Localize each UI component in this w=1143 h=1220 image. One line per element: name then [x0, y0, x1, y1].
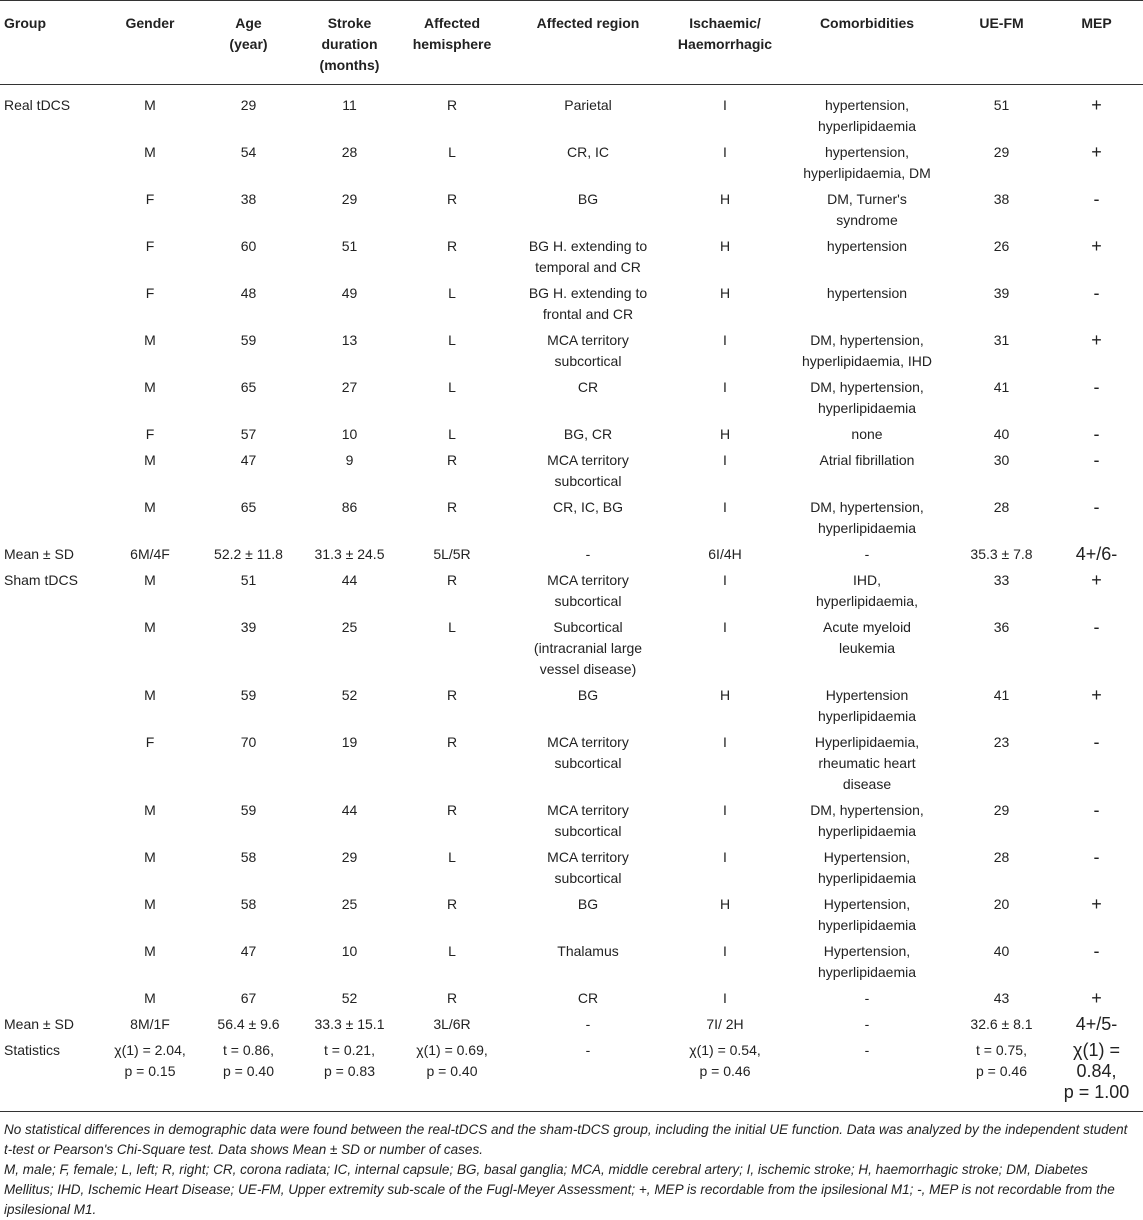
cell-age: 58 [240, 896, 257, 912]
cell-age: 59 [240, 332, 257, 348]
cell-age: 47 [240, 943, 257, 959]
cell-stroke-duration: 29 [341, 849, 358, 865]
cell-group: Statistics [0, 1037, 105, 1112]
cell-gender: M [144, 144, 156, 160]
cell-comorbidities: Hypertension hyperlipidaemia [817, 687, 917, 724]
cell-affected-region: - [585, 546, 591, 562]
cell-affected-region: BG [577, 687, 599, 703]
table-row [0, 729, 1143, 797]
cell-mep: + [1091, 95, 1102, 115]
cell-stroke-duration: 27 [341, 379, 358, 395]
cell-mep: - [1093, 450, 1100, 470]
cell-ischaemic-haemorrhagic: I [723, 499, 727, 515]
col-header-group: Group [0, 1, 105, 85]
cell-stroke-duration: 52 [341, 990, 358, 1006]
footnote-abbreviations: M, male; F, female; L, left; R, right; CR, corona radiata; IC, internal capsule; BG, basal ganglia; MCA, middle cerebral artery; I, ischemic stroke; H, haemorrhagic stroke; DM, Diabetes Mellitus; IHD, Ischemic Heart Disease; UE-FM, Upper extremity sub-scale of the Fugl-Meyer Assessment; +, MEP is recordable from the ipsilesional M1; -, MEP is not recordable from the ipsilesional M1. [4, 1162, 1115, 1217]
cell-ue-fm: 23 [993, 734, 1010, 750]
cell-age: t = 0.86, p = 0.40 [195, 1037, 302, 1112]
cell-affected-region: MCA territory subcortical [547, 572, 629, 609]
cell-gender: F [145, 285, 155, 301]
cell-group [0, 729, 105, 797]
cell-gender: F [145, 238, 155, 254]
cell-affected-hemisphere: L [448, 285, 456, 301]
cell-stroke-duration: 13 [341, 332, 358, 348]
footnote-statistics: No statistical differences in demographic data were found between the real-tDCS and the sham-tDCS group, including the initial UE function. Data was analyzed by the independent student t-test or Pearson's Chi-Square test. Data shows Mean ± SD or number of cases. [4, 1122, 1128, 1157]
cell-affected-hemisphere: R [446, 687, 458, 703]
table-row [0, 985, 1143, 1011]
col-header-comorbidities: Comorbidities [781, 1, 953, 85]
cell-mep: + [1091, 685, 1102, 705]
cell-stroke-duration: 19 [341, 734, 358, 750]
cell-ischaemic-haemorrhagic: I [723, 144, 727, 160]
cell-ue-fm: t = 0.75, p = 0.46 [953, 1037, 1050, 1112]
col-header-mep: MEP [1050, 1, 1143, 85]
cell-comorbidities: Hypertension, hyperlipidaemia [817, 943, 917, 980]
table-row [0, 139, 1143, 186]
cell-ischaemic-haemorrhagic: 7I/ 2H [706, 1016, 744, 1032]
col-header-stroke-duration: Stroke duration (months) [302, 1, 397, 85]
cell-stroke-duration: 51 [341, 238, 358, 254]
cell-stroke-duration: 86 [341, 499, 358, 515]
cell-ue-fm: 39 [993, 285, 1010, 301]
cell-group [0, 327, 105, 374]
cell-group [0, 938, 105, 985]
cell-mep: 4+/5- [1075, 1014, 1118, 1034]
cell-mep: + [1091, 570, 1102, 590]
cell-comorbidities: - [781, 1037, 953, 1112]
cell-comorbidities: DM, hypertension, hyperlipidaemia [810, 802, 924, 839]
cell-ischaemic-haemorrhagic: I [723, 734, 727, 750]
cell-mep: χ(1) = 0.84, p = 1.00 [1050, 1037, 1143, 1112]
cell-affected-hemisphere: R [446, 238, 458, 254]
cell-affected-region: CR [577, 990, 599, 1006]
table-row [0, 447, 1143, 494]
col-header-ischaemic-haemorrhagic: Ischaemic/ Haemorrhagic [669, 1, 781, 85]
cell-comorbidities: Hypertension, hyperlipidaemia [817, 849, 917, 886]
cell-stroke-duration: 44 [341, 802, 358, 818]
cell-ischaemic-haemorrhagic: H [719, 285, 731, 301]
cell-comorbidities: IHD, hyperlipidaemia, [816, 572, 918, 609]
cell-group [0, 891, 105, 938]
cell-comorbidities: DM, hypertension, hyperlipidaemia [810, 379, 924, 416]
cell-gender: M [144, 379, 156, 395]
cell-stroke-duration: 10 [341, 943, 358, 959]
cell-affected-hemisphere: R [446, 896, 458, 912]
cell-age: 70 [240, 734, 257, 750]
cell-age: 60 [240, 238, 257, 254]
cell-ue-fm: 26 [993, 238, 1010, 254]
cell-affected-region: MCA territory subcortical [547, 802, 629, 839]
col-header-age: Age (year) [195, 1, 302, 85]
cell-age: 65 [240, 499, 257, 515]
cell-gender: M [144, 332, 156, 348]
cell-gender: M [144, 990, 156, 1006]
cell-ischaemic-haemorrhagic: I [723, 990, 727, 1006]
cell-ischaemic-haemorrhagic: H [719, 191, 731, 207]
cell-ischaemic-haemorrhagic: I [723, 379, 727, 395]
cell-affected-region: BG H. extending to temporal and CR [528, 238, 648, 275]
cell-stroke-duration: 52 [341, 687, 358, 703]
cell-age: 47 [240, 452, 257, 468]
cell-comorbidities: Atrial fibrillation [819, 452, 915, 468]
table-row [0, 567, 1143, 614]
cell-affected-region: MCA territory subcortical [547, 452, 629, 489]
cell-gender: M [144, 572, 156, 588]
cell-gender: M [144, 499, 156, 515]
cell-ischaemic-haemorrhagic: I [723, 452, 727, 468]
cell-affected-hemisphere: R [446, 191, 458, 207]
cell-affected-region: CR, IC [567, 144, 609, 160]
cell-affected-hemisphere: L [448, 426, 456, 442]
cell-affected-hemisphere: R [446, 499, 458, 515]
cell-age: 38 [240, 191, 257, 207]
cell-comorbidities: DM, Turner's syndrome [827, 191, 907, 228]
table-row [0, 1011, 1143, 1037]
cell-mep: - [1093, 847, 1100, 867]
cell-ischaemic-haemorrhagic: I [723, 849, 727, 865]
cell-group [0, 614, 105, 682]
cell-age: 51 [240, 572, 257, 588]
cell-ue-fm: 43 [993, 990, 1010, 1006]
cell-group: Mean ± SD [4, 546, 74, 562]
cell-ue-fm: 40 [993, 943, 1010, 959]
cell-gender: M [144, 452, 156, 468]
cell-age: 67 [240, 990, 257, 1006]
table-row [0, 844, 1143, 891]
cell-affected-region: BG H. extending to frontal and CR [528, 285, 648, 322]
cell-ue-fm: 33 [993, 572, 1010, 588]
cell-comorbidities: - [864, 990, 870, 1006]
cell-gender: M [144, 97, 156, 113]
cell-group [0, 447, 105, 494]
cell-group [0, 280, 105, 327]
cell-mep: - [1093, 377, 1100, 397]
cell-affected-region: Subcortical (intracranial large vessel disease) [533, 619, 643, 677]
cell-stroke-duration: 33.3 ± 15.1 [314, 1016, 385, 1032]
cell-stroke-duration: 11 [342, 97, 357, 113]
cell-gender: F [145, 734, 155, 750]
cell-stroke-duration: t = 0.21, p = 0.83 [302, 1037, 397, 1112]
cell-age: 39 [240, 619, 257, 635]
cell-group: Mean ± SD [4, 1016, 74, 1032]
cell-comorbidities: Acute myeloid leukemia [823, 619, 911, 656]
cell-comorbidities: DM, hypertension, hyperlipidaemia, IHD [802, 332, 932, 369]
cell-age: 65 [240, 379, 257, 395]
cell-comorbidities: hypertension, hyperlipidaemia, DM [803, 144, 931, 181]
table-row [0, 614, 1143, 682]
cell-stroke-duration: 31.3 ± 24.5 [314, 546, 385, 562]
cell-ue-fm: 36 [993, 619, 1010, 635]
cell-ischaemic-haemorrhagic: H [719, 687, 731, 703]
table-row [0, 494, 1143, 541]
cell-ue-fm: 30 [993, 452, 1010, 468]
cell-stroke-duration: 10 [341, 426, 358, 442]
cell-comorbidities: Hypertension, hyperlipidaemia [817, 896, 917, 933]
cell-age: 58 [240, 849, 257, 865]
cell-affected-hemisphere: 5L/5R [433, 546, 471, 562]
cell-comorbidities: hypertension, hyperlipidaemia [817, 97, 917, 134]
table-row [0, 85, 1143, 140]
cell-group [0, 374, 105, 421]
table-row [0, 682, 1143, 729]
cell-gender: F [145, 191, 155, 207]
cell-affected-region: Thalamus [557, 943, 619, 959]
cell-affected-region: - [507, 1037, 669, 1112]
cell-ue-fm: 35.3 ± 7.8 [970, 546, 1033, 562]
cell-ue-fm: 41 [993, 379, 1010, 395]
cell-mep: - [1093, 189, 1100, 209]
cell-age: 57 [240, 426, 257, 442]
cell-ischaemic-haemorrhagic: χ(1) = 0.54, p = 0.46 [669, 1037, 781, 1112]
cell-group [0, 797, 105, 844]
cell-affected-hemisphere: L [448, 619, 456, 635]
cell-ischaemic-haemorrhagic: 6I/4H [708, 546, 742, 562]
cell-affected-hemisphere: R [446, 802, 458, 818]
cell-ue-fm: 32.6 ± 8.1 [970, 1016, 1033, 1032]
cell-stroke-duration: 49 [341, 285, 358, 301]
cell-comorbidities: hypertension [826, 238, 908, 254]
cell-gender: M [144, 943, 156, 959]
table-row [0, 421, 1143, 447]
cell-mep: - [1093, 800, 1100, 820]
table-row [0, 374, 1143, 421]
cell-mep: + [1091, 894, 1102, 914]
cell-affected-region: BG [577, 896, 599, 912]
cell-affected-hemisphere: 3L/6R [433, 1016, 471, 1032]
cell-affected-hemisphere: R [446, 734, 458, 750]
cell-gender: 6M/4F [130, 546, 170, 562]
table-row [0, 186, 1143, 233]
col-header-affected-region: Affected region [507, 1, 669, 85]
cell-affected-region: BG, CR [563, 426, 613, 442]
cell-gender: 8M/1F [130, 1016, 170, 1032]
cell-affected-hemisphere: R [446, 97, 458, 113]
cell-affected-hemisphere: L [448, 379, 456, 395]
cell-ischaemic-haemorrhagic: H [719, 238, 731, 254]
cell-gender: M [144, 802, 156, 818]
table-row [0, 938, 1143, 985]
cell-ue-fm: 28 [993, 499, 1010, 515]
cell-affected-region: BG [577, 191, 599, 207]
cell-ischaemic-haemorrhagic: I [723, 619, 727, 635]
cell-stroke-duration: 25 [341, 619, 358, 635]
cell-gender: F [145, 426, 155, 442]
cell-affected-hemisphere: R [446, 572, 458, 588]
cell-ue-fm: 29 [993, 802, 1010, 818]
table-footnotes [0, 1112, 1143, 1220]
cell-affected-hemisphere: R [446, 990, 458, 1006]
cell-group [0, 844, 105, 891]
cell-ue-fm: 20 [993, 896, 1010, 912]
cell-ischaemic-haemorrhagic: I [723, 97, 727, 113]
cell-ischaemic-haemorrhagic: H [719, 426, 731, 442]
cell-comorbidities: - [864, 1016, 870, 1032]
cell-age: 29 [240, 97, 257, 113]
table-row [0, 233, 1143, 280]
cell-age: 59 [240, 687, 257, 703]
cell-affected-hemisphere: L [448, 144, 456, 160]
cell-group [0, 985, 105, 1011]
table-row [0, 327, 1143, 374]
cell-comorbidities: Hyperlipidaemia, rheumatic heart disease [814, 734, 920, 792]
col-header-gender: Gender [105, 1, 195, 85]
cell-group: Real tDCS [4, 97, 71, 113]
cell-stroke-duration: 28 [341, 144, 358, 160]
cell-comorbidities: DM, hypertension, hyperlipidaemia [810, 499, 924, 536]
cell-ue-fm: 31 [993, 332, 1010, 348]
cell-stroke-duration: 29 [341, 191, 358, 207]
cell-gender: M [144, 896, 156, 912]
cell-mep: + [1091, 988, 1102, 1008]
cell-affected-hemisphere: χ(1) = 0.69, p = 0.40 [397, 1037, 507, 1112]
cell-ue-fm: 41 [993, 687, 1010, 703]
cell-group [0, 139, 105, 186]
table-row [0, 797, 1143, 844]
cell-affected-hemisphere: L [448, 849, 456, 865]
cell-affected-hemisphere: L [448, 943, 456, 959]
cell-affected-region: CR [577, 379, 599, 395]
table-row [0, 280, 1143, 327]
cell-age: 56.4 ± 9.6 [217, 1016, 280, 1032]
cell-age: 59 [240, 802, 257, 818]
table-row [0, 541, 1143, 567]
cell-comorbidities: none [851, 426, 883, 442]
cell-age: 48 [240, 285, 257, 301]
cell-ue-fm: 29 [993, 144, 1010, 160]
cell-ischaemic-haemorrhagic: I [723, 572, 727, 588]
cell-ischaemic-haemorrhagic: I [723, 943, 727, 959]
cell-gender: M [144, 849, 156, 865]
header-row [0, 1, 1143, 85]
cell-gender: M [144, 687, 156, 703]
cell-mep: + [1091, 330, 1102, 350]
cell-affected-region: - [585, 1016, 591, 1032]
cell-group [0, 494, 105, 541]
cell-affected-region: Parietal [564, 97, 612, 113]
cell-affected-region: MCA territory subcortical [547, 734, 629, 771]
cell-mep: - [1093, 497, 1100, 517]
cell-gender: M [144, 619, 156, 635]
cell-age: 52.2 ± 11.8 [214, 546, 283, 562]
cell-affected-hemisphere: L [448, 332, 456, 348]
cell-age: 54 [240, 144, 257, 160]
table-body [0, 85, 1143, 1112]
cell-comorbidities: hypertension [826, 285, 908, 301]
col-header-ue-fm: UE-FM [953, 1, 1050, 85]
cell-affected-region: MCA territory subcortical [547, 332, 629, 369]
cell-mep: + [1091, 142, 1102, 162]
cell-mep: - [1093, 617, 1100, 637]
cell-ue-fm: 40 [993, 426, 1010, 442]
cell-mep: - [1093, 424, 1100, 444]
cell-group [0, 682, 105, 729]
cell-ue-fm: 51 [993, 97, 1010, 113]
cell-group: Sham tDCS [4, 572, 78, 588]
cell-stroke-duration: 9 [345, 452, 354, 468]
table-row [0, 1037, 1143, 1112]
cell-gender: χ(1) = 2.04, p = 0.15 [105, 1037, 195, 1112]
cell-ue-fm: 38 [993, 191, 1010, 207]
cell-mep: - [1093, 941, 1100, 961]
col-header-affected-hemisphere: Affected hemisphere [397, 1, 507, 85]
cell-affected-region: MCA territory subcortical [547, 849, 629, 886]
cell-group [0, 233, 105, 280]
cell-stroke-duration: 44 [341, 572, 358, 588]
cell-mep: + [1091, 236, 1102, 256]
cell-mep: 4+/6- [1075, 544, 1118, 564]
cell-group [0, 421, 105, 447]
cell-ue-fm: 28 [993, 849, 1010, 865]
table-row [0, 891, 1143, 938]
cell-ischaemic-haemorrhagic: I [723, 802, 727, 818]
cell-stroke-duration: 25 [341, 896, 358, 912]
cell-affected-hemisphere: R [446, 452, 458, 468]
cell-ischaemic-haemorrhagic: H [719, 896, 731, 912]
cell-mep: - [1093, 283, 1100, 303]
cell-comorbidities: - [864, 546, 870, 562]
cell-affected-region: CR, IC, BG [552, 499, 623, 515]
cell-ischaemic-haemorrhagic: I [723, 332, 727, 348]
cell-mep: - [1093, 732, 1100, 752]
cell-group [0, 186, 105, 233]
